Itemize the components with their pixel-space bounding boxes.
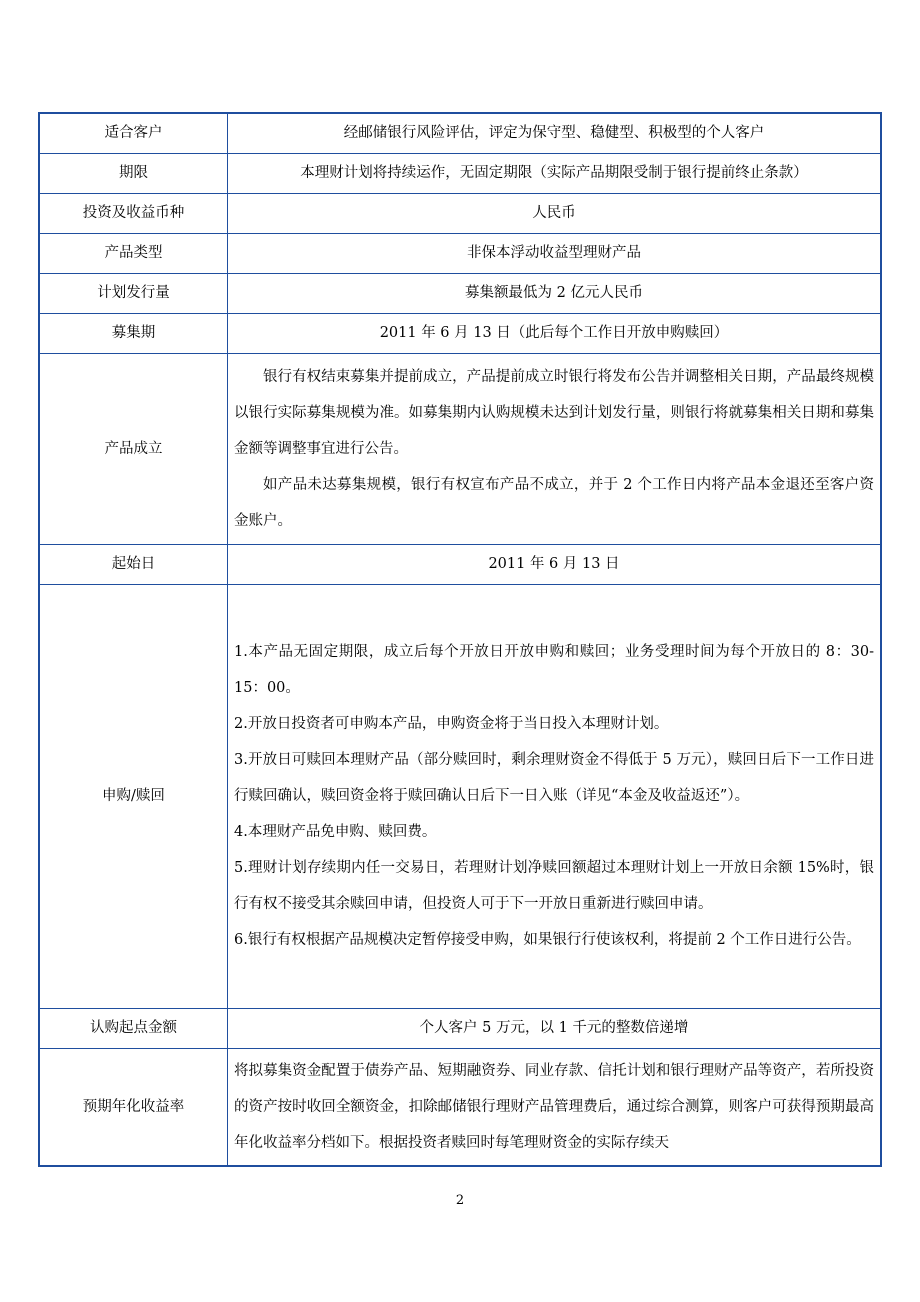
row-value: 非保本浮动收益型理财产品 (228, 233, 882, 273)
table-row (39, 1048, 881, 1166)
paragraph: 5.理财计划存续期内任一交易日，若理财计划净赎回额超过本理财计划上一开放日余额 15%时，银行有权不接受其余赎回申请，但投资人可于下一开放日重新进行赎回申请。 (234, 860, 874, 912)
row-label: 认购起点金额 (39, 1008, 228, 1048)
table-row (39, 153, 881, 193)
product-terms-table (38, 112, 882, 1167)
row-value: 人民币 (228, 193, 882, 233)
row-value: 经邮储银行风险评估，评定为保守型、稳健型、积极型的个人客户 (228, 113, 882, 153)
row-value (228, 1048, 882, 1166)
row-value (228, 353, 882, 544)
row-label: 适合客户 (39, 113, 228, 153)
page-number: 2 (455, 1193, 465, 1208)
row-value: 个人客户 5 万元，以 1 千元的整数倍递增 (228, 1008, 882, 1048)
row-label: 申购/赎回 (39, 584, 228, 1008)
row-value: 2011 年 6 月 13 日 (228, 544, 882, 584)
table-row (39, 1008, 881, 1048)
row-label: 产品成立 (39, 353, 228, 544)
table-row (39, 113, 881, 153)
row-value (228, 584, 882, 1008)
row-value: 2011 年 6 月 13 日（此后每个工作日开放申购赎回） (228, 313, 882, 353)
row-label: 预期年化收益率 (39, 1048, 228, 1166)
table-row (39, 313, 881, 353)
row-value: 募集额最低为 2 亿元人民币 (228, 273, 882, 313)
paragraph: 4.本理财产品免申购、赎回费。 (234, 824, 437, 840)
row-label: 产品类型 (39, 233, 228, 273)
paragraph: 1.本产品无固定期限，成立后每个开放日开放申购和赎回；业务受理时间为每个开放日的 8：30-15：00。 (234, 644, 874, 696)
row-label: 募集期 (39, 313, 228, 353)
row-label: 投资及收益币种 (39, 193, 228, 233)
paragraph: 6.银行有权根据产品规模决定暂停接受申购，如果银行行使该权利，将提前 2 个工作日进行公告。 (234, 932, 861, 948)
row-value: 本理财计划将持续运作，无固定期限（实际产品期限受制于银行提前终止条款） (228, 153, 882, 193)
table-row (39, 544, 881, 584)
table-row (39, 233, 881, 273)
paragraph: 银行有权结束募集并提前成立，产品提前成立时银行将发布公告并调整相关日期，产品最终规模以银行实际募集规模为准。如募集期内认购规模未达到计划发行量，则银行将就募集相关日期和募集金额等调整事宜进行公告。 (234, 368, 874, 457)
table-row (39, 353, 881, 544)
row-label: 期限 (39, 153, 228, 193)
table-row (39, 584, 881, 1008)
paragraph: 2.开放日投资者可申购本产品，申购资金将于当日投入本理财计划。 (234, 716, 669, 732)
paragraph: 如产品未达募集规模，银行有权宣布产品不成立，并于 2 个工作日内将产品本金退还至客户资金账户。 (234, 476, 874, 529)
table-row (39, 193, 881, 233)
row-label: 起始日 (39, 544, 228, 584)
paragraph: 3.开放日可赎回本理财产品（部分赎回时，剩余理财资金不得低于 5 万元），赎回日后下一工作日进行赎回确认，赎回资金将于赎回确认日后下一日入账（详见“本金及收益返还”）。 (234, 752, 874, 804)
row-label: 计划发行量 (39, 273, 228, 313)
table-row (39, 273, 881, 313)
paragraph: 将拟募集资金配置于债券产品、短期融资券、同业存款、信托计划和银行理财产品等资产，若所投资的资产按时收回全额资金，扣除邮储银行理财产品管理费后，通过综合测算，则客户可获得预期最高年化收益率分档如下。根据投资者赎回时每笔理财资金的实际存续天 (234, 1062, 874, 1151)
